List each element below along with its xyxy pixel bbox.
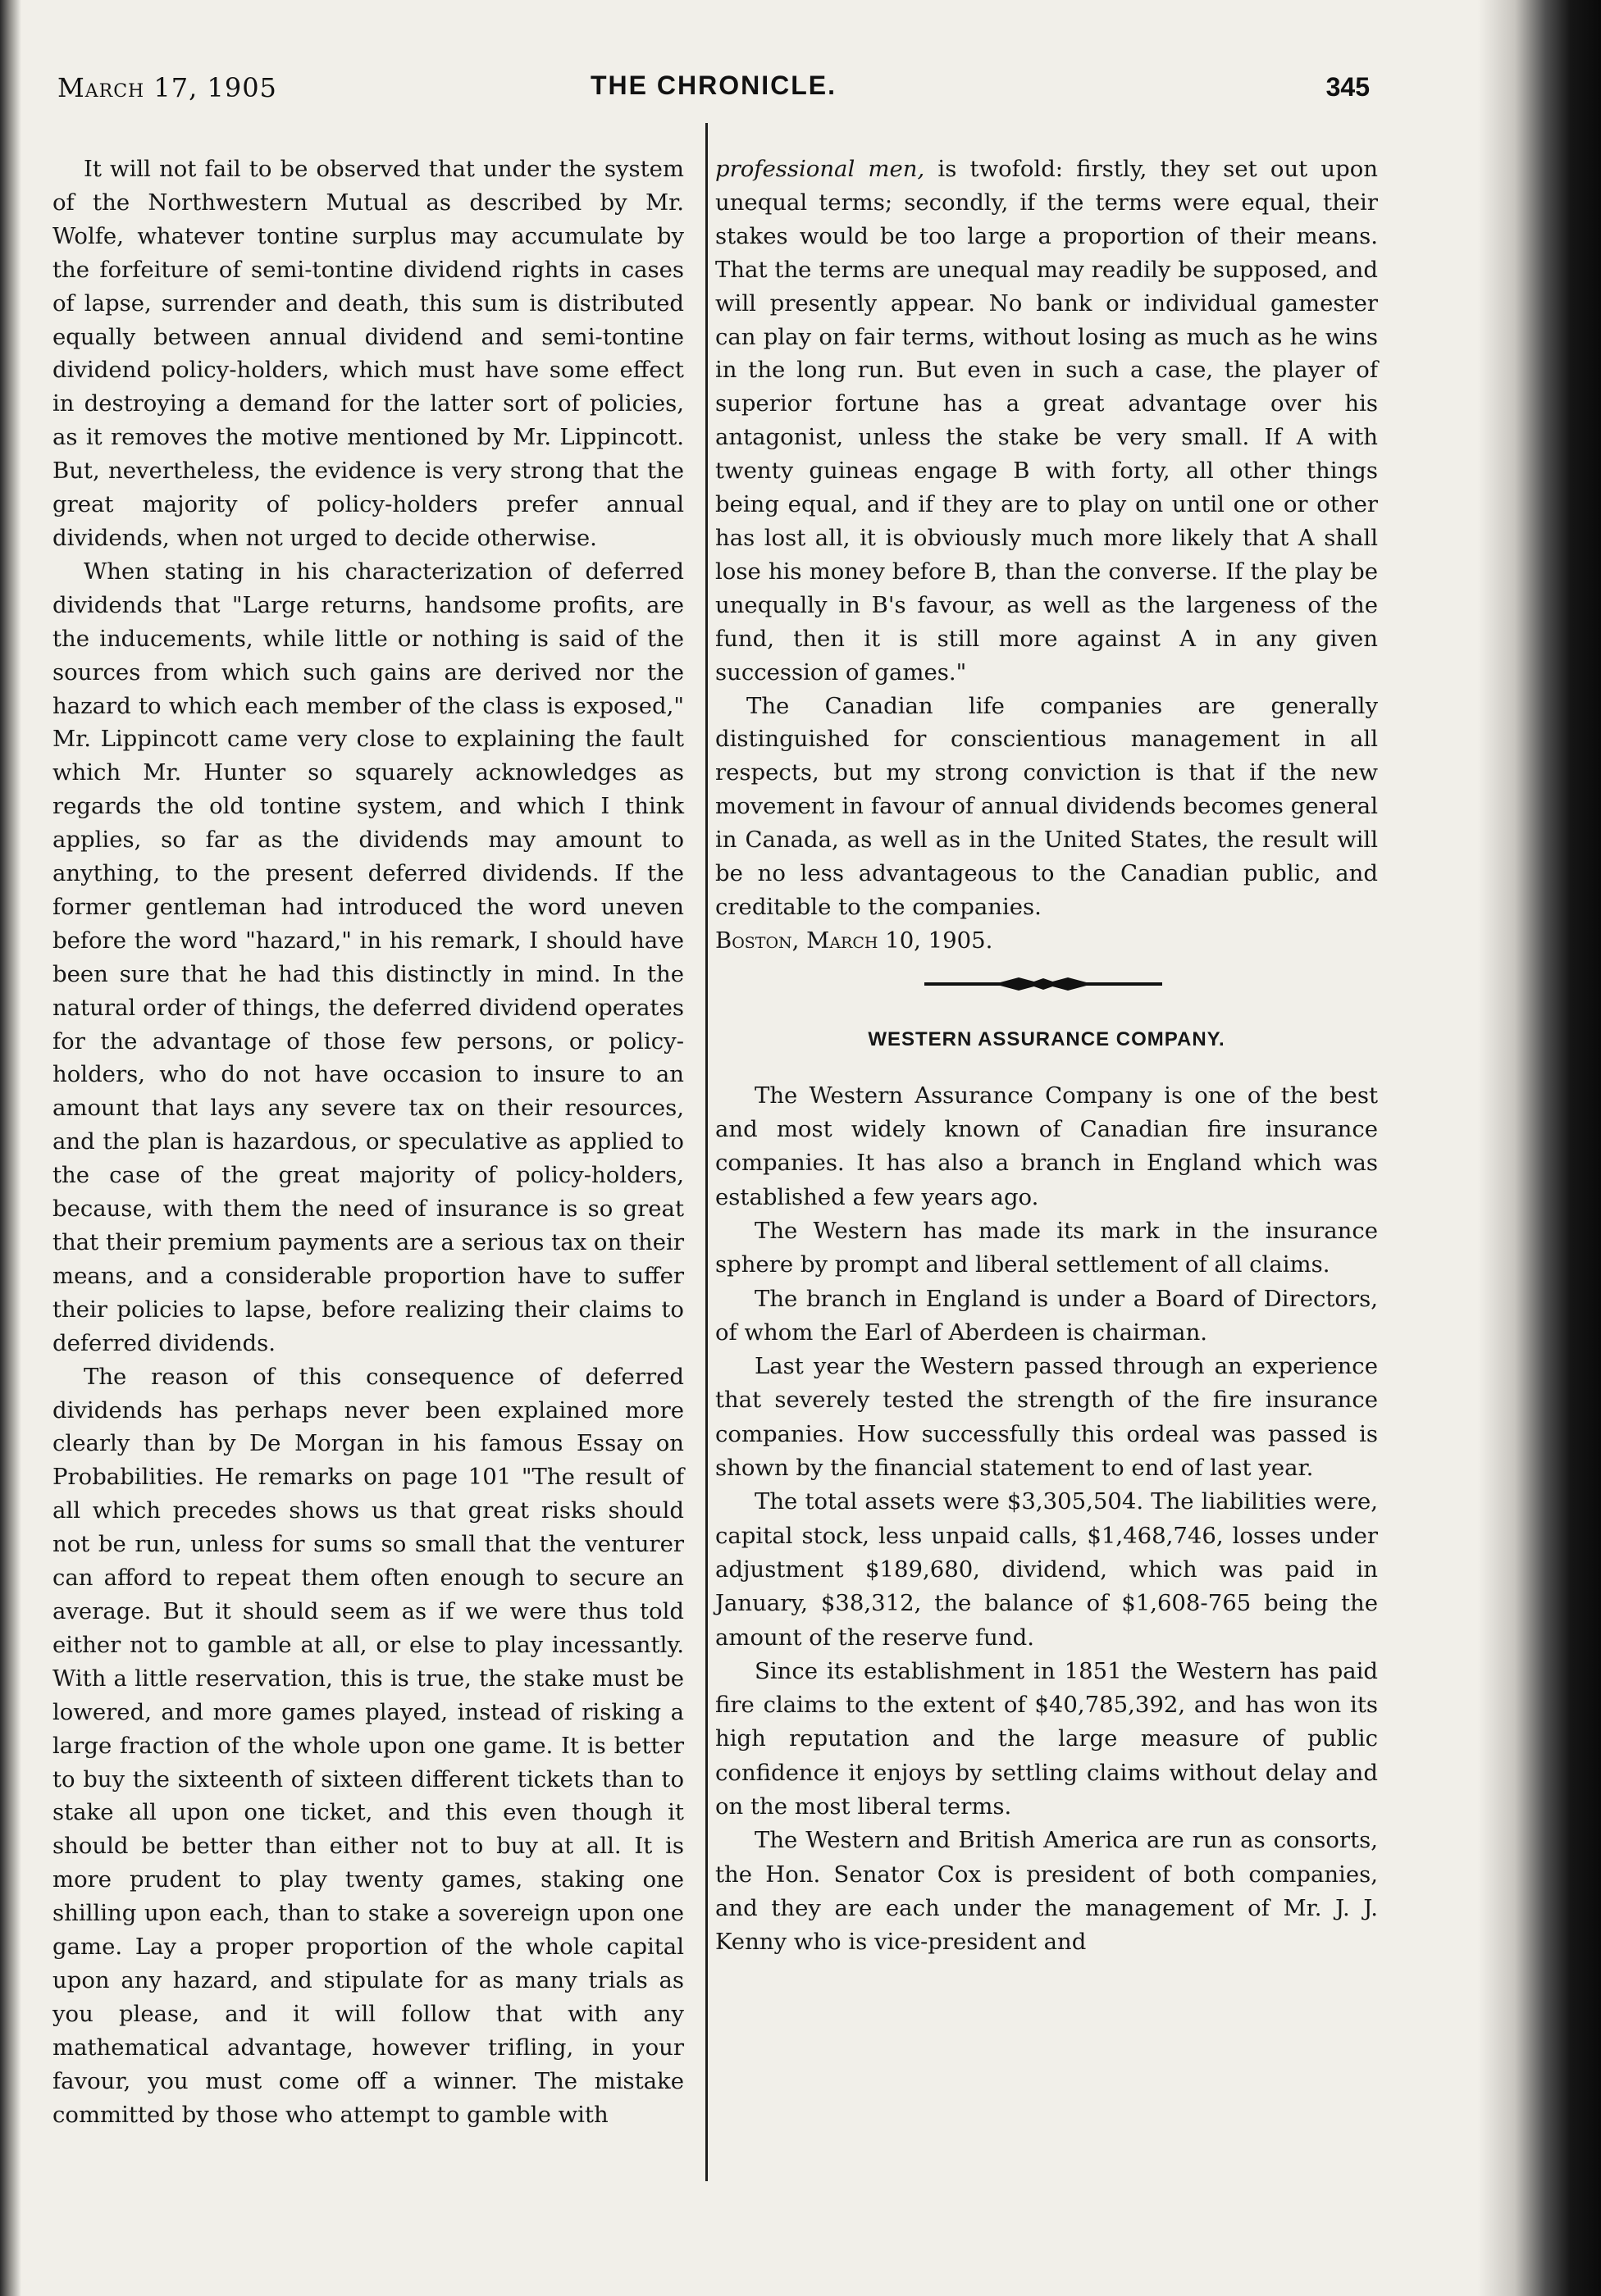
decorative-rule-ornament-icon [715,958,1378,1015]
publication-title: THE CHRONICLE. [591,71,837,100]
paragraph: The Western has made its mark in the insurance sphere by prompt and liberal settlement of all claims. [715,1217,1378,1278]
left-column [52,153,684,2131]
paragraph: The total assets were $3,305,504. The liabilities were, capital stock, less unpaid calls, $1,468,746, losses under adjustment $189,680, dividend, which was paid in January, $38,312, the balance of $1,608-765 being the amount of the reserve fund. [715,1488,1378,1651]
paragraph: It will not fail to be observed that under the system of the Northwestern Mutual as described by Mr. Wolfe, whatever tontine surplus may accumulate by the forfeiture of semi-tontine dividend rights in cases of lapse, surrender and death, this sum is distributed equally between annual dividend and semi-tontine dividend policy-holders, which must have some effect in destroying a demand for the latter sort of policies, as it removes the motive mentioned by Mr. Lippincott. But, nevertheless, the evidence is very strong that the great majority of policy-holders prefer annual dividends, when not urged to decide otherwise. [52,156,684,551]
right-column [715,153,1378,1959]
page-edge-shadow-left [0,0,21,2296]
paragraph-text: is twofold: firstly, they set out upon unequal terms; secondly, if the terms were equal, their stakes would be too large a proportion of their means. That the terms are unequal may readily be supposed, and will presently appear. No bank or individual gamester can play on fair terms, without losing as much as he wins in the long run. But even in such a case, the player of superior fortune has a great advantage over his antagonist, unless the stake be very small. If A with twenty guineas engage B with forty, all other things being equal, and if they are to play on until one or other has lost all, it is obviously much more likely that A shall lose his money before B, than the converse. If the play be unequally in B's favour, as well as the largeness of the fund, then it is still more against A in any given succession of games." [715,156,1378,686]
paragraph: The Western and British America are run as consorts, the Hon. Senator Cox is president of both companies, and they are each under the management of Mr. J. J. Kenny who is vice-president and [715,1827,1378,1956]
section-heading: WESTERN ASSURANCE COMPANY. [868,1027,1225,1050]
paragraph: When stating in his characterization of deferred dividends that "Large returns, handsome profits, are the inducements, while little or nothing is said of the sources from which such gains are derived nor the hazard to which each member of the class is exposed," Mr. Lippincott came very close to explaining the fault which Mr. Hunter so squarely acknowledges as regards the old tontine system, and which I think applies, so far as the dividends may amount to anything, to the present deferred dividends. If the former gentleman had introduced the word uneven before the word "hazard," in his remark, I should have been sure that he had this distinctly in mind. In the natural order of things, the deferred dividend operates for the advantage of those few persons, or policy-holders, who do not have occasion to insure to an amount that lays any severe tax on their resources, and the plan is hazardous, or speculative as applied to the case of the great majority of policy-holders, because, with them the need of insurance is so great that their premium payments are a serious tax on their means, and a considerable proportion have to suffer their policies to lapse, before realizing their claims to deferred dividends. [52,558,684,1356]
page-header [57,72,1370,105]
paragraph: The Western Assurance Company is one of the best and most widely known of Canadian fire insurance companies. It has also a branch in England which was established a few years ago. [715,1082,1378,1210]
article-body [715,1079,1378,1960]
paragraph [715,153,1378,690]
dateline: Boston, March 10, 1905. [715,927,993,954]
paragraph: Last year the Western passed through an experience that severely tested the strength of the fire insurance companies. How successfully this ordeal was passed is shown by the financial statement to end of last year. [715,1353,1378,1482]
column-divider [705,123,708,2181]
header-date: March 17, 1905 [57,72,277,103]
paragraph: The Canadian life companies are generally distinguished for conscientious management in all respects, but my strong conviction is that if the new movement in favour of annual dividends becomes general in Canada, as well as in the United States, the result will be no less advantageous to the Canadian public, and creditable to the companies. [715,692,1378,920]
paragraph: Since its establishment in 1851 the Western has paid fire claims to the extent of $40,785,392, and has won its high reputation and the large measure of public confidence it enjoys by settling claims without delay and on the most liberal terms. [715,1657,1378,1820]
page-number: 345 [1325,72,1370,102]
page-edge-shadow-right [1478,0,1601,2296]
paragraph: The branch in England is under a Board of Directors, of whom the Earl of Aberdeen is chairman. [715,1285,1378,1346]
paragraph: The reason of this consequence of deferred dividends has perhaps never been explained more clearly than by De Morgan in his famous Essay on Probabilities. He remarks on page 101 "The result of all which precedes shows us that great risks should not be run, unless for sums so small that the venturer can afford to repeat them often enough to secure an average. But it should seem as if we were thus told either not to gamble at all, or else to play incessantly. With a little reservation, this is true, the stake must be lowered, and more games played, instead of risking a large fraction of the whole upon one game. It is better to buy the sixteenth of sixteen different tickets than to stake all upon one ticket, and this even though it should be better than either not to buy at all. It is more prudent to play twenty games, staking one shilling upon each, than to stake a sovereign upon one game. Lay a proper proportion of the whole capital upon any hazard, and stipulate for as many trials as you please, and it will follow that with any mathematical advantage, however trifling, in your favour, you must come off a winner. The mistake committed by those who attempt to gamble with [52,1363,684,2128]
italic-lead: professional men, [715,156,925,182]
